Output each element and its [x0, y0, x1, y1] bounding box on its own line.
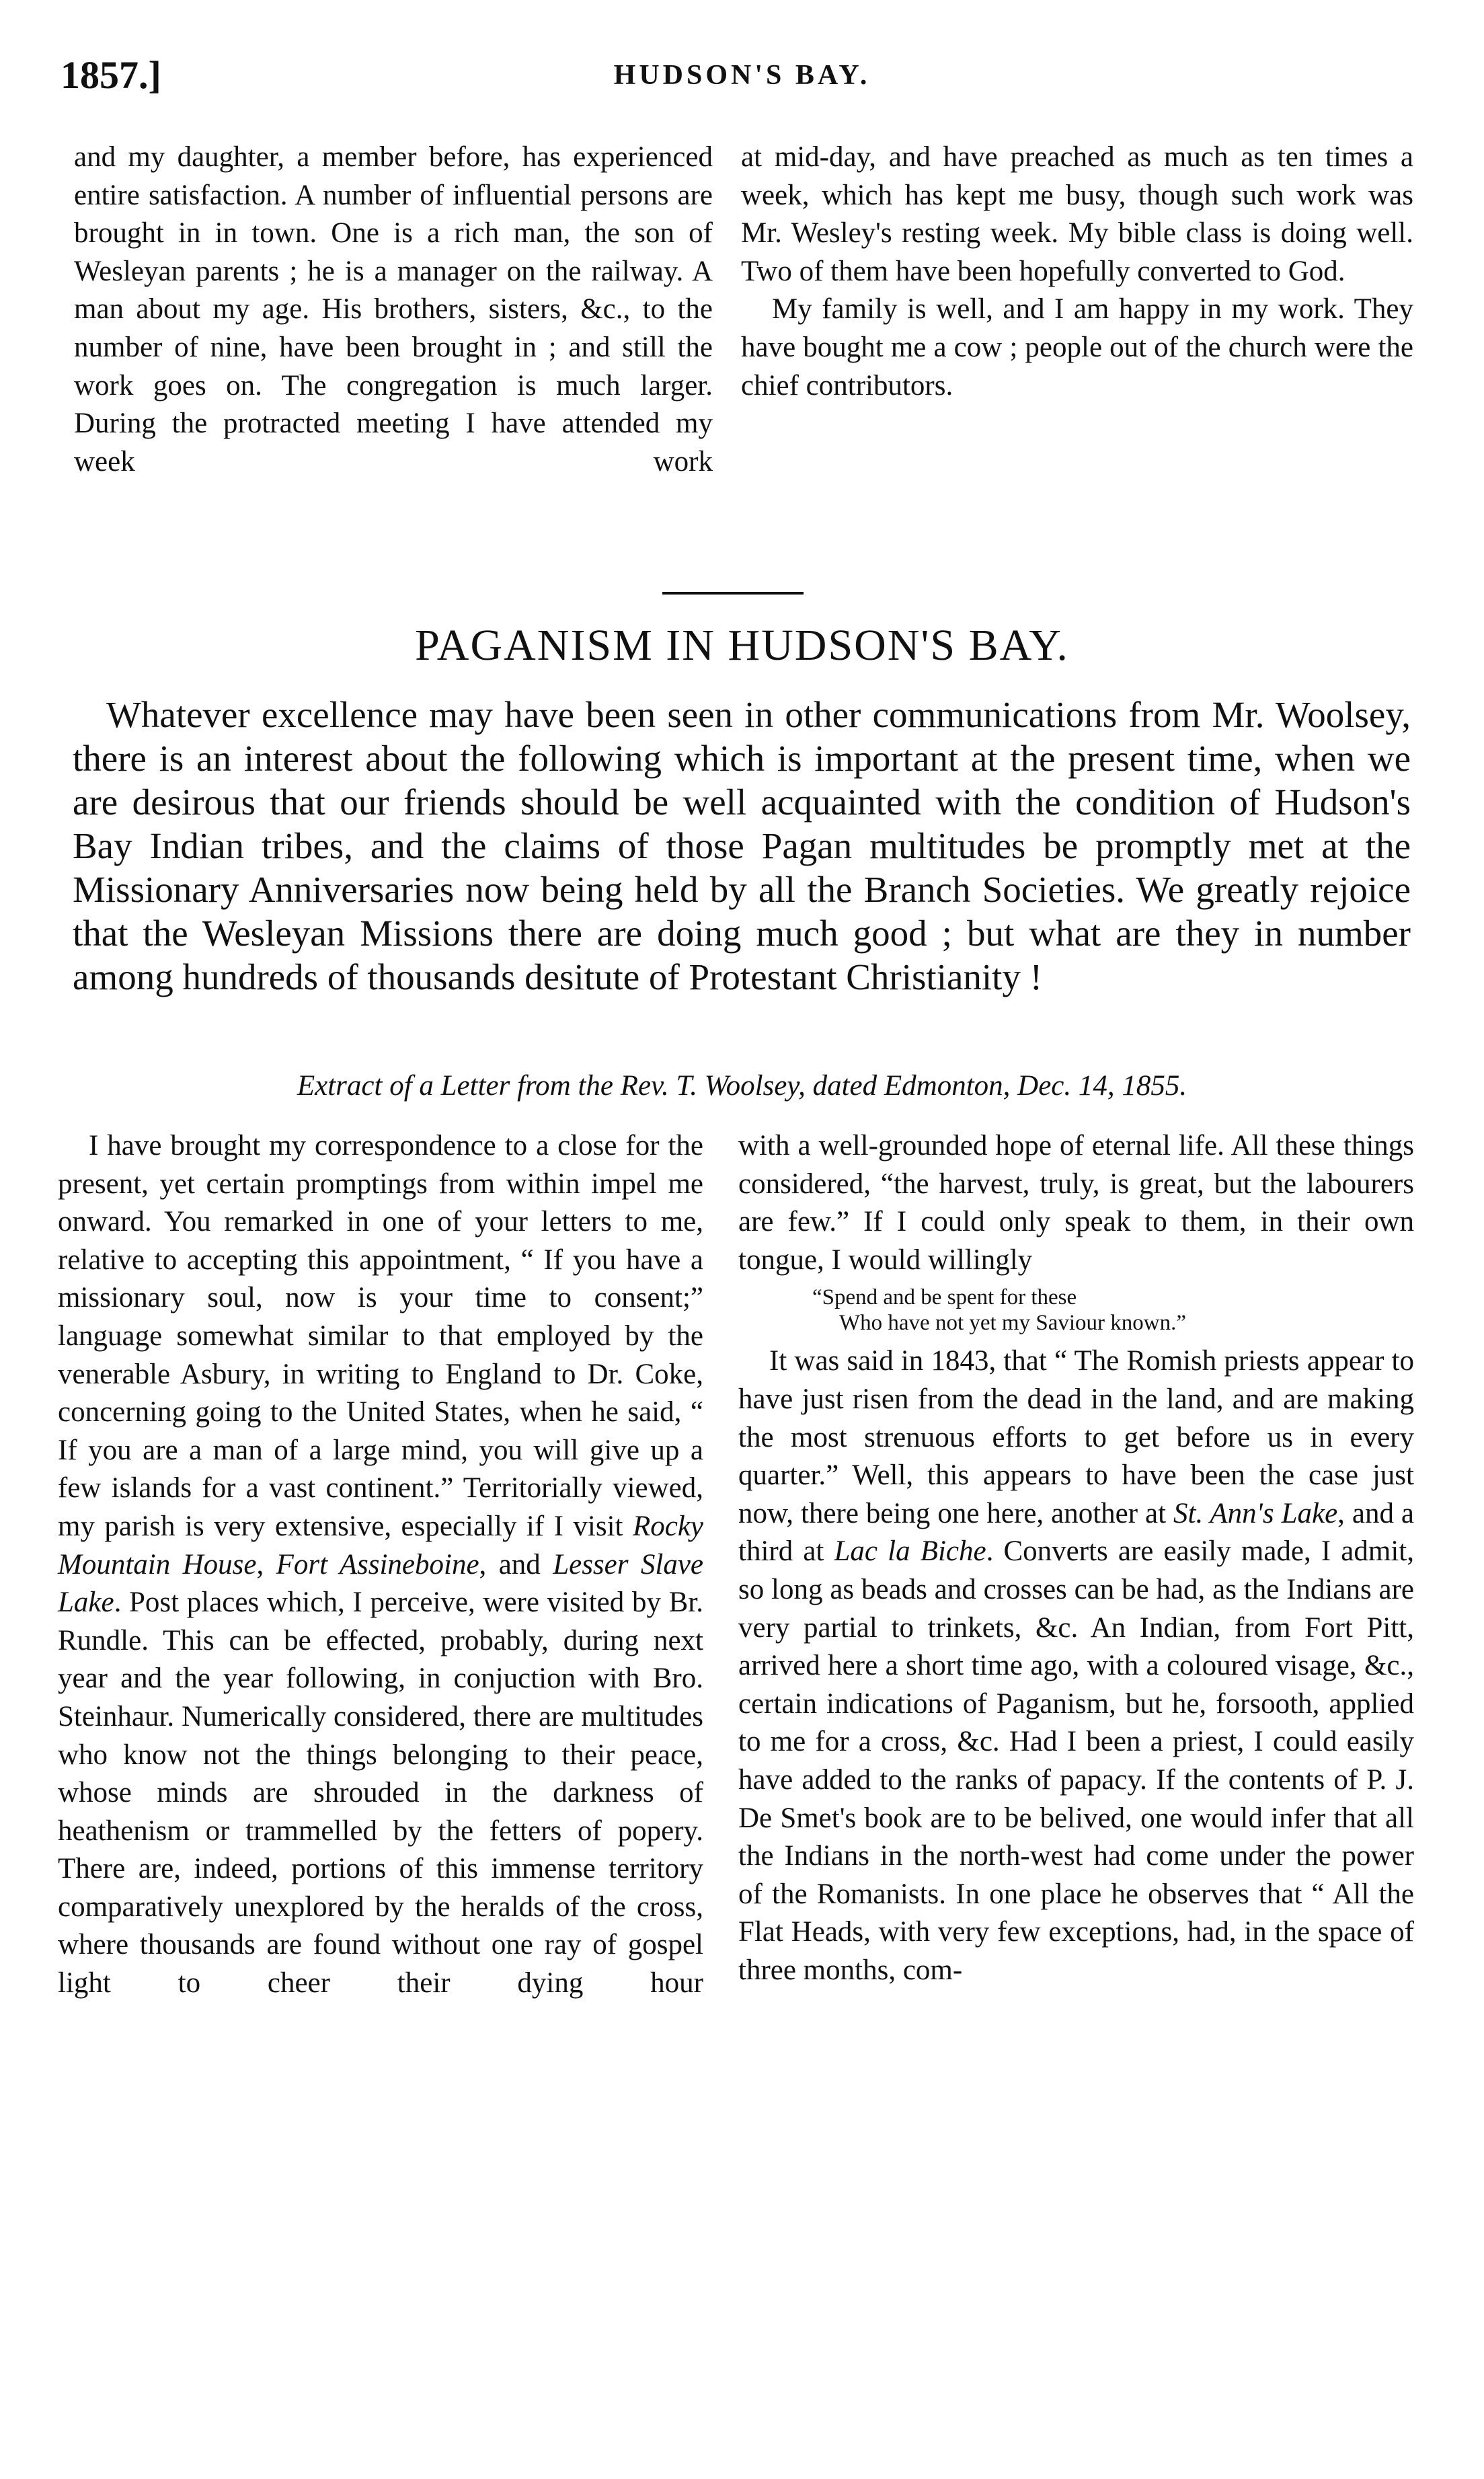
place-fort-assineboine: Fort Assineboine [276, 1548, 479, 1580]
top-left-column [74, 139, 713, 481]
letter-text-b: . Post places which, I perceive, were visited by Br. Rundle. This can be effected, probably, during next year and the year following, in conjuction with Bro. Steinhaur. Numerically considered, there are multitudes who know not the things belonging to their peace, whose minds are shrouded in the darkness of heathenism or trammelled by the fetters of popery. There are, indeed, portions of this immense territory comparatively unexplored by the heralds of the cross, where thousands are found without one ray of gospel light to cheer their dying hour [58, 1587, 703, 1999]
letter-text-c: It was said in 1843, that “ The Romish priests appear to have just risen from the dead in the land, and are making the most strenuous efforts to get before us in every quarter.” Well, this appears to have been the case just now, there being one here, another at [738, 1345, 1414, 1529]
top-right-paragraph-2: My family is well, and I am happy in my work. They have bought me a cow ; people out of the church were the chief contributors. [741, 293, 1413, 402]
verse-line-1: “Spend and be spent for these [812, 1285, 1077, 1310]
letter-paragraph-1 [58, 1127, 703, 2003]
separator-2: , and [479, 1548, 553, 1580]
separator-1: , [256, 1548, 276, 1580]
place-st-anns-lake: St. Ann's Lake [1173, 1497, 1338, 1529]
place-lesser-slave-lake: Lesser Slave Lake [58, 1548, 703, 1619]
top-left-paragraph: and my daughter, a member before, has experienced entire satisfaction. A number of influential persons are brought in in town. One is a rich man, the son of Wesleyan parents ; he is a manager on the railway. A man about my age. His brothers, sisters, &c., to the number of nine, have been brought in ; and still the work goes on. The congregation is much larger. During the protracted meeting I have attended my week work [74, 141, 713, 478]
letter-paragraph-continued: with a well-grounded hope of eternal life. All these things considered, “the harvest, truly, is great, but the labourers are few.” If I could only speak to them, in their own tongue, I would willingly [738, 1130, 1414, 1276]
top-right-paragraph-1: at mid-day, and have preached as much as ten times a week, which has kept me busy, though such work was Mr. Wesley's resting week. My bible class is doing well. Two of them have been hopefully converted to God. [741, 141, 1413, 287]
place-rocky-mountain-house: Rocky Mountain House [58, 1510, 703, 1580]
article-title: PAGANISM IN HUDSON'S BAY. [415, 621, 1069, 670]
letter-paragraph-2 [738, 1342, 1414, 1989]
verse-line-2: Who have not yet my Saviour known.” [839, 1311, 1186, 1336]
letter-source-line: Extract of a Letter from the Rev. T. Woolsey, dated Edmonton, Dec. 14, 1855. [297, 1070, 1187, 1102]
letter-text-a: I have brought my correspondence to a close for the present, yet certain promptings from within impel me onward. You remarked in one of your letters to me, relative to accepting this appointment, “ If you have a missionary soul, now is your time to consent;” language somewhat similar to that employed by the venerable Asbury, in writing to England to Dr. Coke, concerning going to the United States, when he said, “ If you are a man of a large mind, you will give up a few islands for a vast continent.” Territorially viewed, my parish is very extensive, especially if I visit [58, 1130, 703, 1542]
section-divider [662, 592, 804, 595]
running-title: HUDSON'S BAY. [613, 60, 871, 91]
page-header [61, 52, 1423, 97]
page-year: 1857.] [61, 53, 161, 97]
place-lac-la-biche: Lac la Biche [834, 1535, 986, 1568]
letter-right-column [738, 1127, 1414, 1989]
article-intro: Whatever excellence may have been seen in other communications from Mr. Woolsey, there is an interest about the following which is important at the present time, when we are desirous that our friends should be well acquainted with the condition of Hudson's Bay Indian tribes, and the claims of those Pagan multitudes be promptly met at the Missionary Anniversaries now being held by all the Branch Societies. We greatly rejoice that the Wesleyan Missions there are doing much good ; but what are they in number among hundreds of thousands desitute of Protestant Christianity ! [73, 694, 1411, 997]
verse-quote [738, 1285, 1414, 1336]
letter-text-e: . Converts are easily made, I admit, so long as beads and crosses can be had, as the Indians are very partial to trinkets, &c. An Indian, from Fort Pitt, arrived here a short time ago, with a coloured visage, &c., certain indications of Paganism, but he, forsooth, applied to me for a cross, &c. Had I been a priest, I could easily have added to the ranks of papacy. If the contents of P. J. De Smet's book are to be belived, one would infer that all the Indians in the north-west had come under the power of the Romanists. In one place he observes that “ All the Flat Heads, with very few exceptions, had, in the space of three months, com- [738, 1535, 1414, 1986]
letter-left-column [58, 1127, 703, 2003]
letter-text-d: , and a third at [738, 1497, 1415, 1568]
top-right-column [741, 139, 1413, 405]
